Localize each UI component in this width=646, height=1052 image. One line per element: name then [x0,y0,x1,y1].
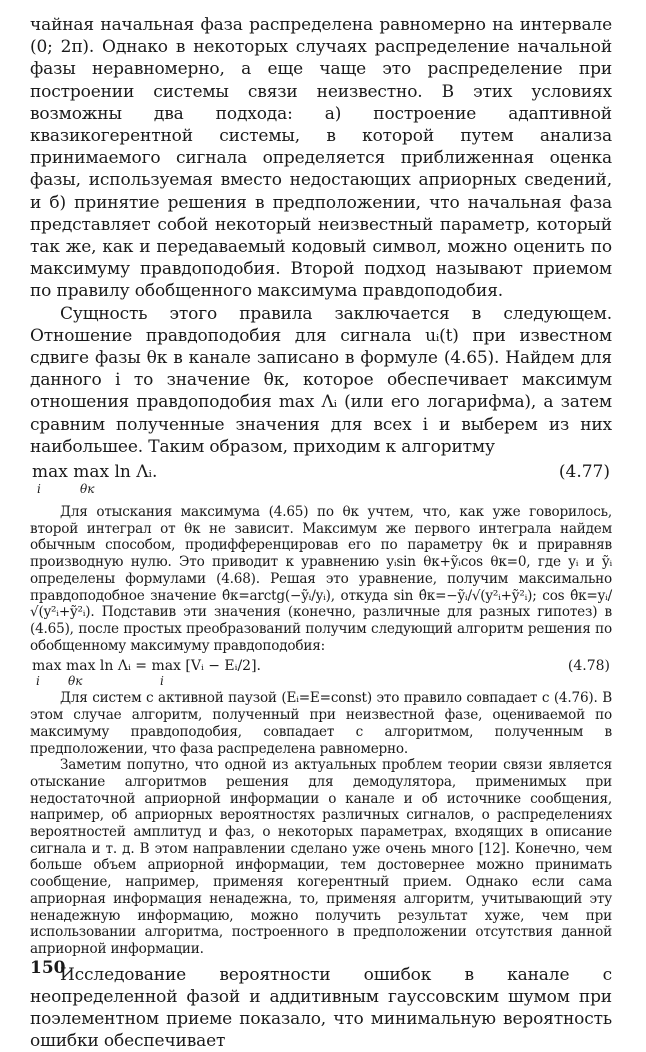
paragraph-1: чайная начальная фаза распределена равномерно на интервале (0; 2π). Однако в некоторых случаях распределение начальной фазы неравномерно, а еще чаще это распределение при построении системы связи неизвестно. В этих условиях возможны два подхода: а) построение адаптивной квазикогерентной системы, в которой путем анализа принимаемого сигнала определяется приближенная оценка фазы, используемая вместо недостающих априорных сведений, и б) принятие решения в предположении, что начальная фаза представляет собой некоторый неизвестный параметр, который так же, как и передаваемый кодовый символ, можно оценить по максимуму правдоподобия. Второй подход называют приемом по правилу обобщенного максимума правдоподобия. [30,15,612,302]
paragraph-2: Сущность этого правила заключается в следующем. Отношение правдоподобия для сигнала uᵢ(t) при известном сдвиге фазы θк в канале записано в формуле (4.65). Найдем для данного i то значение θк, которое обеспечивает максимум отношения правдоподобия max Λᵢ (или его логарифма), а затем сравним полученные значения для всех i и выберем из них наибольшее. Таким образом, приходим к алгоритму [30,303,612,457]
paragraph-3: Для отыскания максимума (4.65) по θк учтем, что, как уже говорилось, второй интеграл от θк не зависит. Максимум же первого интеграла найдем обычным способом, продифференцировав его по параметру θк и приравняв производную нулю. Это приводит к уравнению yᵢsin θк+ỹᵢcos θк=0, где yᵢ и ỹᵢ определены формулами (4.68). Решая это уравнение, получим максимально правдоподобное значение θ̂к=arctg(−ỹᵢ/yᵢ), откуда sin θ̂к=−ỹᵢ/√(y²ᵢ+ỹ²ᵢ); cos θ̂к=yᵢ/√(y²ᵢ+ỹ²ᵢ). Подставив эти значения (конечно, различные для разных гипотез) в (4.65), после простых преобразований получим следующий алгоритм решения по обобщенному максимуму правдоподобия: [30,504,612,654]
formula-4-78-sub-theta: θк [68,674,83,689]
page-number: 150 [30,958,66,978]
page-body [30,14,612,1052]
formula-4-78-expression: max max ln Λᵢ = max [Vᵢ − Eᵢ/2]. [32,658,261,675]
formula-4-77-sub-theta: θк [80,482,95,497]
formula-4-77-expression: max max ln Λᵢ. [32,462,158,483]
formula-4-77 [30,458,612,497]
formula-4-77-sub-i: i [37,482,41,497]
formula-4-78-sub-i: i [36,674,40,689]
formula-4-77-number: (4.77) [558,462,610,483]
paragraph-6: Исследование вероятности ошибок в канале с неопределенной фазой и аддитивным гауссовским шумом при поэлементном приеме показало, что минимальную вероятность ошибки обеспечивает [30,964,612,1052]
paragraph-4: Для систем с активной паузой (Eᵢ=E=const) это правило совпадает с (4.76). В этом случае алгоритм, полученный при неизвестной фазе, оцениваемой по максимуму правдоподобия, совпадает с алгоритмом, полученным в предположении, что фаза распределена равномерно. [30,690,612,757]
formula-4-78 [30,654,612,689]
formula-4-78-number: (4.78) [567,658,610,675]
formula-4-78-sub-i2: i [160,674,164,689]
paragraph-5: Заметим попутно, что одной из актуальных проблем теории связи является отыскание алгоритмов решения для демодулятора, применимых при недостаточной априорной информации о канале и об источнике сообщения, например, об априорных вероятностях различных сигналов, о распределениях вероятностей амплитуд и фаз, о некоторых параметрах, входящих в описание сигнала и т. д. В этом направлении сделано уже очень много [12]. Конечно, чем больше объем априорной информации, тем достовернее можно принимать сообщение, например, применяя когерентный прием. Однако если сама априорная информация ненадежна, то, применяя алгоритм, учитывающий эту ненадежную информацию, можно получить результат хуже, чем при использовании алгоритма, построенного в предположении отсутствия данной априорной информации. [30,757,612,957]
